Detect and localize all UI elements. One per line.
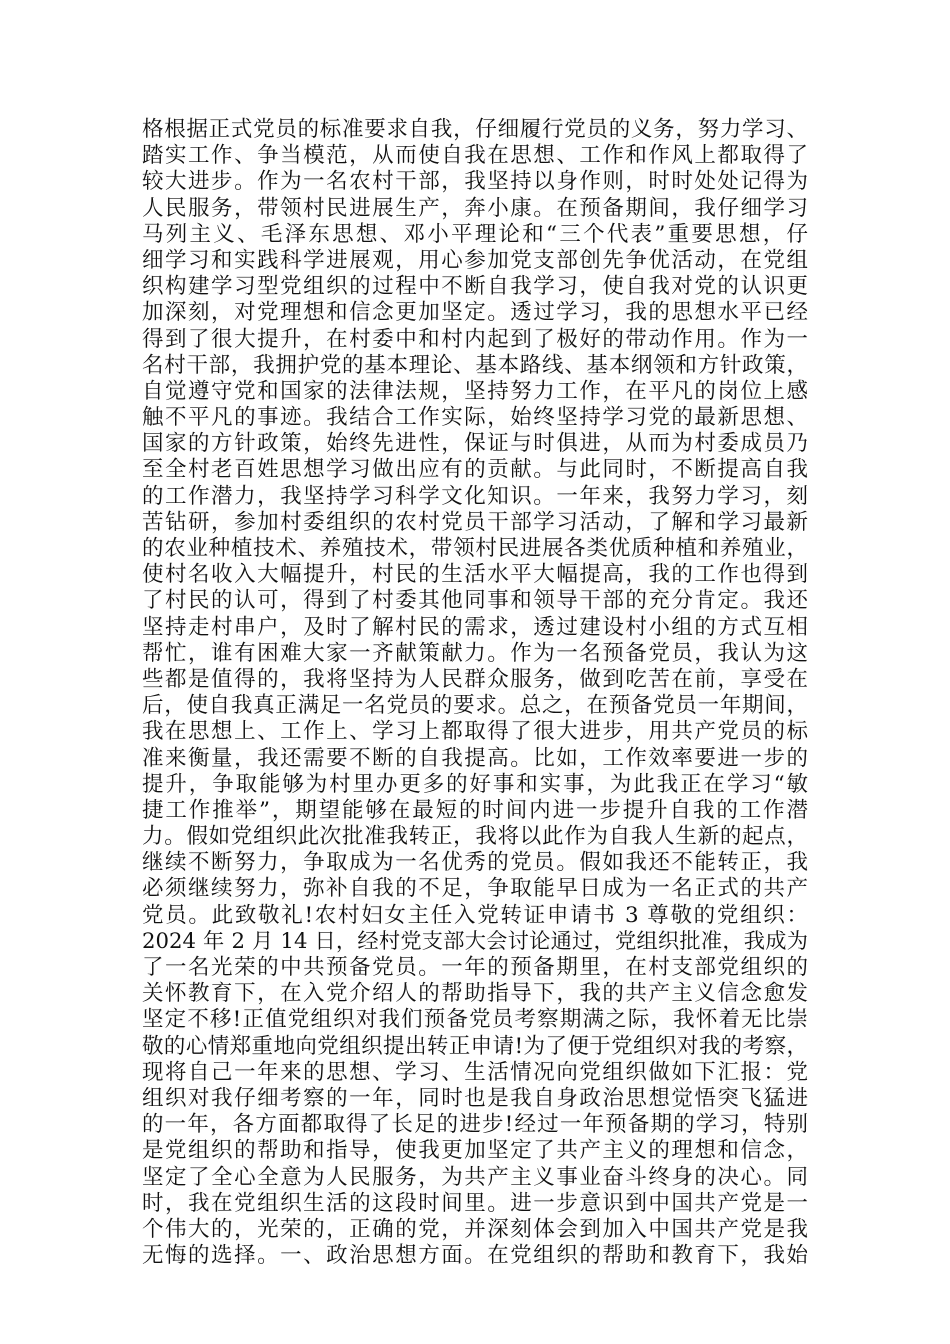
text-line: 帮忙，谁有困难大家一齐献策献力。作为一名预备党员，我认为这: [142, 640, 808, 666]
text-line: 马列主义、毛泽东思想、邓小平理论和“三个代表”重要思想，仔: [142, 221, 808, 247]
text-line: 捷工作推举”，期望能够在最短的时间内进一步提升自我的工作潜: [142, 797, 808, 823]
text-line: 触不平凡的事迹。我结合工作实际，始终坚持学习党的最新思想、: [142, 405, 808, 431]
text-line: 的工作潜力，我坚持学习科学文化知识。一年来，我努力学习，刻: [142, 483, 808, 509]
text-line: 坚持走村串户，及时了解村民的需求，透过建设村小组的方式互相: [142, 614, 808, 640]
text-line: 坚定了全心全意为人民服务，为共产主义事业奋斗终身的决心。同: [142, 1164, 808, 1190]
text-line: 细学习和实践科学进展观，用心参加党支部创先争优活动，在党组: [142, 247, 808, 273]
text-line: 继续不断努力，争取成为一名优秀的党员。假如我还不能转正，我: [142, 850, 808, 876]
text-line: 组织对我仔细考察的一年，同时也是我自身政治思想觉悟突飞猛进: [142, 1085, 808, 1111]
text-line: 了村民的认可，得到了村委其他同事和领导干部的充分肯定。我还: [142, 588, 808, 614]
text-line: 敬的心情郑重地向党组织提出转正申请!为了便于党组织对我的考察，: [142, 1033, 808, 1059]
text-line: 苦钻研，参加村委组织的农村党员干部学习活动，了解和学习最新: [142, 509, 808, 535]
body-text: [142, 117, 808, 1269]
text-line: 坚定不移!正值党组织对我们预备党员考察期满之际，我怀着无比崇: [142, 1007, 808, 1033]
text-line: 较大进步。作为一名农村干部，我坚持以身作则，时时处处记得为: [142, 169, 808, 195]
text-line: 得到了很大提升，在村委中和村内起到了极好的带动作用。作为一: [142, 326, 808, 352]
text-line: 使村名收入大幅提升，村民的生活水平大幅提高，我的工作也得到: [142, 562, 808, 588]
text-line: 人民服务，带领村民进展生产，奔小康。在预备期间，我仔细学习: [142, 195, 808, 221]
text-line: 是党组织的帮助和指导，使我更加坚定了共产主义的理想和信念，: [142, 1138, 808, 1164]
text-line: 了一名光荣的中共预备党员。一年的预备期里，在村支部党组织的: [142, 955, 808, 980]
text-line: 格根据正式党员的标准要求自我，仔细履行党员的义务，努力学习、: [142, 117, 808, 142]
text-line: 现将自己一年来的思想、学习、生活情况向党组织做如下汇报：党: [142, 1059, 808, 1085]
text-line: 后，使自我真正满足一名党员的要求。总之，在预备党员一年期间，: [142, 693, 808, 719]
text-line: 提升，争取能够为村里办更多的好事和实事，为此我正在学习“敏: [142, 771, 808, 797]
text-line: 2024 年 2 月 14 日，经村党支部大会讨论通过，党组织批准，我成为: [142, 928, 808, 954]
text-line: 力。假如党组织此次批准我转正，我将以此作为自我人生新的起点，: [142, 824, 808, 850]
text-line: 必须继续努力，弥补自我的不足，争取能早日成为一名正式的共产: [142, 876, 808, 902]
text-line: 些都是值得的，我将坚持为人民群众服务，做到吃苦在前，享受在: [142, 666, 808, 692]
text-line: 我在思想上、工作上、学习上都取得了很大进步，用共产党员的标: [142, 719, 808, 745]
text-line: 国家的方针政策，始终先进性，保证与时俱进，从而为村委成员乃: [142, 431, 808, 457]
text-line: 至全村老百姓思想学习做出应有的贡献。与此同时，不断提高自我: [142, 457, 808, 483]
text-line: 关怀教育下，在入党介绍人的帮助指导下，我的共产主义信念愈发: [142, 981, 808, 1007]
text-line: 的一年，各方面都取得了长足的进步!经过一年预备期的学习，特别: [142, 1112, 808, 1138]
text-line: 名村干部，我拥护党的基本理论、基本路线、基本纲领和方针政策，: [142, 352, 808, 378]
text-line: 的农业种植技术、养殖技术，带领村民进展各类优质种植和养殖业，: [142, 536, 808, 561]
text-line: 个伟大的，光荣的，正确的党，并深刻体会到加入中国共产党是我: [142, 1216, 808, 1242]
text-line: 无悔的选择。一、政治思想方面。在党组织的帮助和教育下，我始: [142, 1243, 808, 1269]
text-line: 自觉遵守党和国家的法律法规，坚持努力工作，在平凡的岗位上感: [142, 378, 808, 404]
text-line: 党员。此致敬礼!农村妇女主任入党转证申请书 3 尊敬的党组织：: [142, 902, 808, 928]
text-line: 织构建学习型党组织的过程中不断自我学习，使自我对党的认识更: [142, 274, 808, 300]
text-line: 时，我在党组织生活的这段时间里。进一步意识到中国共产党是一: [142, 1190, 808, 1216]
text-line: 准来衡量，我还需要不断的自我提高。比如，工作效率要进一步的: [142, 745, 808, 771]
text-line: 踏实工作、争当模范，从而使自我在思想、工作和作风上都取得了: [142, 143, 808, 169]
text-line: 加深刻，对党理想和信念更加坚定。透过学习，我的思想水平已经: [142, 300, 808, 326]
